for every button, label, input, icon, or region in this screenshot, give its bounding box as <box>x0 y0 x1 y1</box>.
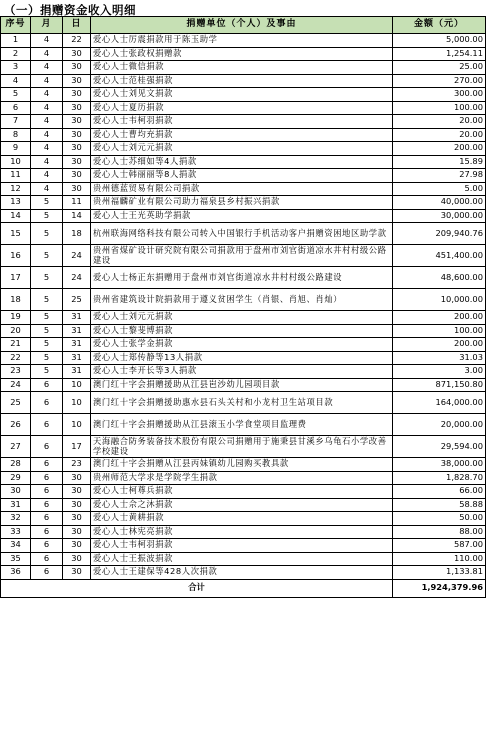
cell-day: 30 <box>63 115 91 129</box>
cell-day: 30 <box>63 101 91 115</box>
cell-amount: 31.03 <box>393 351 486 365</box>
table-row <box>1 289 486 311</box>
cell-description: 爱心人士柯尊兵捐款 <box>91 485 393 499</box>
cell-month: 6 <box>31 392 63 414</box>
cell-day: 10 <box>63 378 91 392</box>
cell-no: 29 <box>1 471 31 485</box>
table-row <box>1 245 486 267</box>
cell-no: 16 <box>1 245 31 267</box>
cell-amount: 29,594.00 <box>393 436 486 458</box>
cell-description: 爱心人士夏历捐款 <box>91 101 393 115</box>
cell-day: 30 <box>63 155 91 169</box>
cell-no: 28 <box>1 458 31 472</box>
cell-day: 30 <box>63 471 91 485</box>
cell-no: 14 <box>1 209 31 223</box>
cell-month: 5 <box>31 351 63 365</box>
table-row <box>1 47 486 61</box>
cell-description: 爱心人士韦柯羽捐款 <box>91 539 393 553</box>
cell-amount: 110.00 <box>393 552 486 566</box>
cell-day: 31 <box>63 365 91 379</box>
cell-month: 5 <box>31 338 63 352</box>
cell-month: 4 <box>31 34 63 48</box>
cell-description: 爱心人士厉震捐款用于陈玉助学 <box>91 34 393 48</box>
cell-month: 4 <box>31 155 63 169</box>
cell-description: 爱心人士李开长等3人捐款 <box>91 365 393 379</box>
cell-no: 7 <box>1 115 31 129</box>
cell-no: 5 <box>1 88 31 102</box>
cell-no: 13 <box>1 196 31 210</box>
table-row <box>1 142 486 156</box>
cell-month: 4 <box>31 101 63 115</box>
table-row <box>1 351 486 365</box>
cell-no: 23 <box>1 365 31 379</box>
cell-amount: 100.00 <box>393 101 486 115</box>
cell-month: 5 <box>31 223 63 245</box>
cell-no: 32 <box>1 512 31 526</box>
cell-description: 爱心人士林宪亮捐款 <box>91 525 393 539</box>
table-row <box>1 128 486 142</box>
cell-amount: 100.00 <box>393 324 486 338</box>
table-row <box>1 209 486 223</box>
cell-amount: 50.00 <box>393 512 486 526</box>
cell-amount: 300.00 <box>393 88 486 102</box>
cell-month: 4 <box>31 61 63 75</box>
cell-day: 10 <box>63 414 91 436</box>
cell-description: 杭州联海网络科技有限公司转入中国银行手机活动客户捐赠资困地区助学款 <box>91 223 393 245</box>
cell-description: 爱心人士微信捐款 <box>91 61 393 75</box>
table-row <box>1 436 486 458</box>
cell-description: 澳门红十字会捐赠从江县丙妹镇幼儿园购买教具款 <box>91 458 393 472</box>
cell-month: 6 <box>31 436 63 458</box>
cell-no: 18 <box>1 289 31 311</box>
table-row <box>1 155 486 169</box>
cell-description: 爱心人士曹均充捐款 <box>91 128 393 142</box>
cell-description: 爱心人士佘之沐捐款 <box>91 498 393 512</box>
cell-description: 爱心人士王建保等428人次捐款 <box>91 566 393 580</box>
cell-amount: 20.00 <box>393 115 486 129</box>
cell-no: 1 <box>1 34 31 48</box>
cell-day: 18 <box>63 223 91 245</box>
header-month: 月 <box>31 17 63 34</box>
cell-description: 爱心人士黄耕捐款 <box>91 512 393 526</box>
table-row <box>1 552 486 566</box>
cell-amount: 40,000.00 <box>393 196 486 210</box>
table-row <box>1 539 486 553</box>
cell-amount: 10,000.00 <box>393 289 486 311</box>
cell-description: 澳门红十字会捐赠援助从江县滚玉小学食堂项目监理费 <box>91 414 393 436</box>
cell-month: 4 <box>31 128 63 142</box>
cell-amount: 1,254.11 <box>393 47 486 61</box>
cell-amount: 451,400.00 <box>393 245 486 267</box>
cell-no: 33 <box>1 525 31 539</box>
cell-no: 19 <box>1 311 31 325</box>
cell-amount: 871,150.80 <box>393 378 486 392</box>
cell-amount: 3.00 <box>393 365 486 379</box>
cell-no: 31 <box>1 498 31 512</box>
cell-description: 爱心人士王振波捐款 <box>91 552 393 566</box>
cell-month: 5 <box>31 245 63 267</box>
cell-description: 贵州德蓝贸易有限公司捐款 <box>91 182 393 196</box>
table-body <box>1 34 486 580</box>
cell-description: 爱心人士刘元元捐款 <box>91 142 393 156</box>
table-row <box>1 267 486 289</box>
cell-amount: 5.00 <box>393 182 486 196</box>
cell-no: 24 <box>1 378 31 392</box>
cell-amount: 200.00 <box>393 142 486 156</box>
cell-day: 25 <box>63 289 91 311</box>
cell-no: 4 <box>1 74 31 88</box>
cell-amount: 1,828.70 <box>393 471 486 485</box>
cell-description: 爱心人士刘元元捐款 <box>91 311 393 325</box>
cell-amount: 587.00 <box>393 539 486 553</box>
cell-no: 27 <box>1 436 31 458</box>
table-row <box>1 34 486 48</box>
cell-day: 31 <box>63 324 91 338</box>
table-row <box>1 365 486 379</box>
cell-month: 5 <box>31 311 63 325</box>
cell-amount: 1,133.81 <box>393 566 486 580</box>
cell-no: 21 <box>1 338 31 352</box>
cell-no: 15 <box>1 223 31 245</box>
cell-amount: 270.00 <box>393 74 486 88</box>
cell-day: 31 <box>63 311 91 325</box>
cell-amount: 66.00 <box>393 485 486 499</box>
cell-amount: 48,600.00 <box>393 267 486 289</box>
cell-no: 17 <box>1 267 31 289</box>
total-row <box>1 579 486 597</box>
cell-no: 11 <box>1 169 31 183</box>
table-row <box>1 414 486 436</box>
header-day: 日 <box>63 17 91 34</box>
cell-no: 3 <box>1 61 31 75</box>
cell-no: 12 <box>1 182 31 196</box>
cell-day: 22 <box>63 34 91 48</box>
cell-day: 17 <box>63 436 91 458</box>
cell-amount: 88.00 <box>393 525 486 539</box>
cell-month: 4 <box>31 47 63 61</box>
cell-day: 30 <box>63 539 91 553</box>
cell-day: 10 <box>63 392 91 414</box>
cell-no: 25 <box>1 392 31 414</box>
cell-amount: 27.98 <box>393 169 486 183</box>
cell-description: 澳门红十字会捐赠援助从江县岜沙幼儿园项目款 <box>91 378 393 392</box>
cell-month: 6 <box>31 458 63 472</box>
cell-no: 22 <box>1 351 31 365</box>
cell-month: 4 <box>31 182 63 196</box>
cell-day: 30 <box>63 552 91 566</box>
cell-month: 6 <box>31 525 63 539</box>
cell-no: 9 <box>1 142 31 156</box>
cell-amount: 20,000.00 <box>393 414 486 436</box>
cell-month: 6 <box>31 566 63 580</box>
total-label: 合计 <box>1 579 393 597</box>
cell-day: 30 <box>63 74 91 88</box>
cell-day: 30 <box>63 169 91 183</box>
cell-day: 30 <box>63 88 91 102</box>
table-row <box>1 338 486 352</box>
cell-month: 5 <box>31 209 63 223</box>
cell-month: 6 <box>31 512 63 526</box>
cell-amount: 164,000.00 <box>393 392 486 414</box>
cell-month: 6 <box>31 414 63 436</box>
cell-day: 30 <box>63 498 91 512</box>
cell-no: 2 <box>1 47 31 61</box>
cell-month: 4 <box>31 115 63 129</box>
cell-month: 6 <box>31 552 63 566</box>
cell-no: 20 <box>1 324 31 338</box>
cell-description: 爱心人士韦柯羽捐款 <box>91 115 393 129</box>
cell-amount: 38,000.00 <box>393 458 486 472</box>
cell-no: 35 <box>1 552 31 566</box>
cell-amount: 200.00 <box>393 311 486 325</box>
cell-day: 30 <box>63 512 91 526</box>
cell-no: 34 <box>1 539 31 553</box>
cell-month: 5 <box>31 289 63 311</box>
table-row <box>1 88 486 102</box>
cell-day: 30 <box>63 47 91 61</box>
header-amount: 金额（元） <box>393 17 486 34</box>
cell-month: 6 <box>31 485 63 499</box>
table-row <box>1 458 486 472</box>
table-row <box>1 182 486 196</box>
cell-amount: 209,940.76 <box>393 223 486 245</box>
cell-month: 4 <box>31 74 63 88</box>
cell-description: 爱心人士张学金捐款 <box>91 338 393 352</box>
cell-amount: 200.00 <box>393 338 486 352</box>
cell-description: 爱心人士苏细如等4人捐款 <box>91 155 393 169</box>
total-amount: 1,924,379.96 <box>393 579 486 597</box>
table-row <box>1 61 486 75</box>
cell-description: 贵州福麟矿业有限公司助力福泉县乡村振兴捐款 <box>91 196 393 210</box>
cell-description: 爱心人士韩丽丽等8人捐款 <box>91 169 393 183</box>
cell-description: 爱心人士范桂强捐款 <box>91 74 393 88</box>
header-no: 序号 <box>1 17 31 34</box>
cell-description: 爱心人士王光英助学捐款 <box>91 209 393 223</box>
cell-description: 爱心人士黎斐博捐款 <box>91 324 393 338</box>
cell-month: 6 <box>31 498 63 512</box>
cell-day: 30 <box>63 525 91 539</box>
cell-day: 31 <box>63 351 91 365</box>
table-row <box>1 392 486 414</box>
table-row <box>1 101 486 115</box>
table-row <box>1 74 486 88</box>
table-row <box>1 485 486 499</box>
cell-month: 6 <box>31 378 63 392</box>
cell-day: 23 <box>63 458 91 472</box>
table-row <box>1 169 486 183</box>
cell-month: 5 <box>31 324 63 338</box>
cell-month: 4 <box>31 169 63 183</box>
cell-amount: 25.00 <box>393 61 486 75</box>
cell-amount: 58.88 <box>393 498 486 512</box>
cell-day: 24 <box>63 245 91 267</box>
cell-month: 5 <box>31 365 63 379</box>
cell-day: 31 <box>63 338 91 352</box>
cell-day: 14 <box>63 209 91 223</box>
table-row <box>1 115 486 129</box>
cell-no: 8 <box>1 128 31 142</box>
cell-day: 30 <box>63 128 91 142</box>
cell-month: 4 <box>31 88 63 102</box>
cell-no: 36 <box>1 566 31 580</box>
cell-month: 6 <box>31 471 63 485</box>
table-row <box>1 196 486 210</box>
table-row <box>1 311 486 325</box>
cell-description: 爱心人士刘见文捐款 <box>91 88 393 102</box>
cell-description: 贵州省建筑设计院捐款用于遵义贫困学生（肖银、肖旭、肖灿） <box>91 289 393 311</box>
header-description: 捐赠单位（个人）及事由 <box>91 17 393 34</box>
table-row <box>1 223 486 245</box>
table-row <box>1 512 486 526</box>
cell-description: 爱心人士张政权捐赠款 <box>91 47 393 61</box>
cell-month: 6 <box>31 539 63 553</box>
cell-description: 天海融合防务装备技术股份有限公司捐赠用于施秉县甘溪乡乌龟石小学改善学校建设 <box>91 436 393 458</box>
cell-month: 5 <box>31 196 63 210</box>
cell-month: 5 <box>31 267 63 289</box>
table-row <box>1 525 486 539</box>
cell-no: 30 <box>1 485 31 499</box>
cell-description: 贵州师范大学求是学院学生捐款 <box>91 471 393 485</box>
cell-amount: 5,000.00 <box>393 34 486 48</box>
cell-day: 11 <box>63 196 91 210</box>
cell-description: 澳门红十字会捐赠援助惠水县石头关村和小龙村卫生站项目款 <box>91 392 393 414</box>
cell-description: 爱心人士杨正东捐赠用于盘州市刘官街道凉水井村村级公路建设 <box>91 267 393 289</box>
table-row <box>1 498 486 512</box>
cell-day: 30 <box>63 142 91 156</box>
cell-no: 6 <box>1 101 31 115</box>
cell-amount: 30,000.00 <box>393 209 486 223</box>
page-title: （一）捐赠资金收入明细 <box>4 3 136 17</box>
table-row <box>1 378 486 392</box>
table-row <box>1 324 486 338</box>
cell-day: 24 <box>63 267 91 289</box>
header-row <box>1 17 486 34</box>
cell-day: 30 <box>63 61 91 75</box>
cell-day: 30 <box>63 566 91 580</box>
cell-description: 贵州省煤矿设计研究院有限公司捐款用于盘州市刘官街道凉水井村村级公路建设 <box>91 245 393 267</box>
cell-day: 30 <box>63 182 91 196</box>
cell-amount: 20.00 <box>393 128 486 142</box>
table-row <box>1 566 486 580</box>
cell-month: 4 <box>31 142 63 156</box>
cell-description: 爱心人士郑传静等13人捐款 <box>91 351 393 365</box>
donation-table <box>0 16 486 598</box>
cell-no: 10 <box>1 155 31 169</box>
cell-amount: 15.89 <box>393 155 486 169</box>
cell-day: 30 <box>63 485 91 499</box>
table-row <box>1 471 486 485</box>
cell-no: 26 <box>1 414 31 436</box>
